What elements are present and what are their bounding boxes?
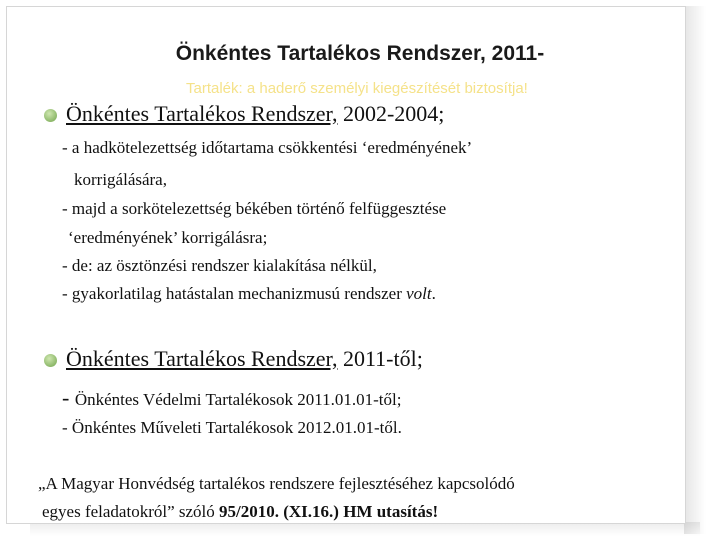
section1-line-6	[62, 284, 436, 304]
section1-heading-underlined: Önkéntes Tartalékos Rendszer,	[66, 101, 338, 126]
section1-line-6-prefix: - gyakorlatilag hatástalan mechanizmusú rendszer	[62, 284, 407, 303]
section2-line-2: - Önkéntes Műveleti Tartalékosok 2012.01.01-től.	[62, 418, 402, 437]
section2-heading	[66, 346, 423, 372]
bullet-icon	[44, 109, 57, 122]
section1-line-2: korrigálására,	[74, 170, 167, 189]
slide-shadow-right	[684, 6, 706, 534]
section1-heading-rest: 2002-2004;	[337, 101, 445, 126]
section1-line-4: ‘eredményének’ korrigálásra;	[68, 228, 268, 247]
section2-dash: -	[62, 385, 75, 410]
section2-line-1-text: Önkéntes Védelmi Tartalékosok 2011.01.01-től;	[74, 390, 402, 409]
section1-heading	[66, 101, 444, 127]
bullet-icon	[44, 354, 57, 367]
section1-line-3: - majd a sorkötelezettség békében történő felfüggesztése	[62, 199, 447, 218]
section1-line-6-italic: volt	[406, 284, 432, 303]
section1-line-5: - de: az ösztönzési rendszer kialakítása nélkül,	[62, 256, 377, 275]
section2-heading-underlined: Önkéntes Tartalékos Rendszer,	[66, 346, 338, 371]
footer-line-2	[42, 502, 438, 522]
footer-line-2-plain: egyes feladatokról” szóló	[42, 502, 220, 521]
footer-line-1: „A Magyar Honvédség tartalékos rendszere fejlesztéséhez kapcsolódó	[38, 474, 515, 493]
section1-line-6-suffix: .	[431, 284, 436, 303]
slide-subtitle: Tartalék: a haderő személyi kiegészítését biztosítja!	[186, 80, 528, 97]
slide-title: Önkéntes Tartalékos Rendszer, 2011-	[175, 42, 545, 65]
section2-heading-rest: 2011-től;	[337, 346, 423, 371]
footer-line-2-bold: 95/2010. (XI.16.) HM utasítás!	[219, 502, 439, 521]
section2-line-1	[62, 385, 401, 411]
slide-shadow-bottom	[30, 522, 700, 536]
section1-line-1: - a hadkötelezettség időtartama csökkentési ‘eredményének’	[62, 138, 473, 157]
